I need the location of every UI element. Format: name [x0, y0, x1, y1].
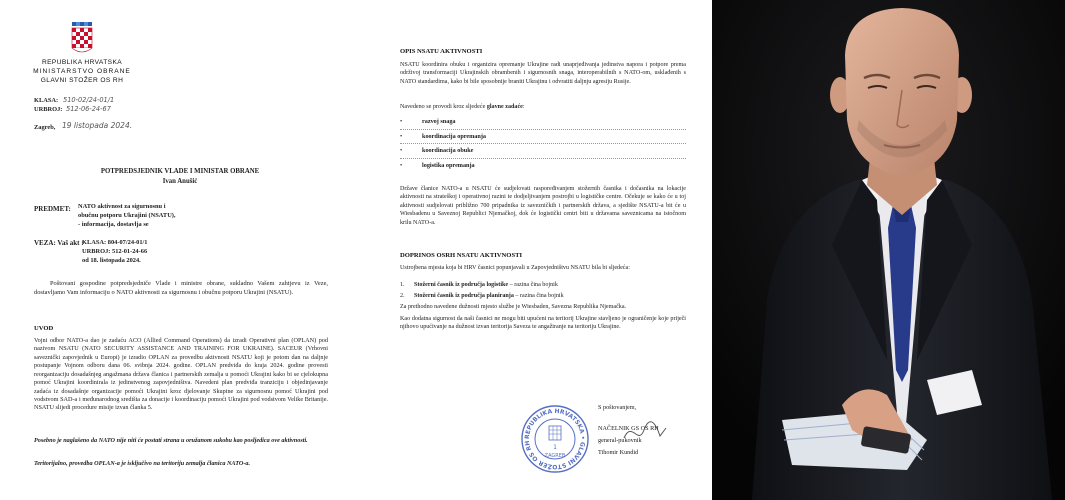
task-item — [400, 144, 686, 159]
opis-paragraph-3: Države članice NATO-a u NSATU će sudjelovati raspoređivanjem stožernih časnika i dočasnika na lokacije aktivnosti na strateškoj i operativnoj razini te dodjeljivanjem postrojbi u logističke centre. Očekuje se kako će u toj aktivnosti sudjelovati približno 700 pripadnika iz savezničkih i partnerskih država, a sjedište NSATU-a bit će u Wiesbadenu u Saveznoj Republici Njemačkoj, dok će logistički centri biti u državama saveznicama na istočnom krilu NATO-a. — [400, 186, 686, 226]
doprinos-item-2: 2. Stožerni časnik iz područja planiranja – razina čina bojnik — [400, 293, 564, 299]
task-item — [400, 130, 686, 145]
klasa-value: 510-02/24-01/1 — [63, 96, 115, 104]
bullet-icon: • — [400, 161, 403, 169]
doprinos-item-2-role: Stožerni časnik iz područja planiranja — [414, 293, 514, 299]
bullet-icon: • — [400, 147, 403, 155]
doprinos-item-1-role: Stožerni časnik iz područja logistike — [414, 282, 509, 288]
veza-label: VEZA: Vaš akt : — [34, 239, 84, 247]
stamp-text: REPUBLIKA HRVATSKA • GLAVNI STOŽER OS RH — [523, 407, 587, 471]
task-label: logistika opremanja — [422, 161, 475, 169]
official-stamp-icon — [520, 404, 590, 474]
urbroj-label: URBROJ: — [34, 106, 63, 113]
doprinos-paragraph-2: Za prethodno navedene dužnosti mjesto službe je Wiesbaden, Savezna Republika Njemačka. — [400, 304, 627, 310]
predmet-line-1: NATO aktivnost za sigurnosnu i — [78, 203, 166, 210]
handwritten-date: 19 listopada 2024. — [62, 121, 133, 130]
signature-rank: general-pukovnik — [598, 437, 642, 444]
task-label: razvoj snaga — [422, 118, 456, 125]
uvod-emphasis-2: Teritorijalno, provedba OPLAN-a je isključivo na teritoriju zemalja članica NATO-a. — [34, 460, 251, 467]
uvod-paragraph: Vojni odbor NATO-a dao je zadaću ACO (Allied Command Operations) da izradi Operativni plan (OPLAN) pod nazivom NSATU (NATO SECURITY ASSISTANCE AND TRAINING FOR UKRAINE). SACEUR (Vrhovni saveznički zapovjednik u Europi) je izradio OPLAN za provedbu aktivnosti NSATU koji je potom dan na daljnje postupanje Vojnom odboru dana 06. svibnja 2024. godine. OPLAN predviđa do kraja 2024. godine provesti reorganizaciju dosadašnjeg angažmana država članica i partnerskih zemalja u pomoći Ukrajini kako bi se cjelokupna pomoć Ukrajini koordinirala iz jedinstvenog zapovjedništva. Navedeni plan predviđa tranziciju i objedinjavanje zadaća iz dosadašnje organizacije pomoći Ukrajini kroz djelovanje Skupine za sigurnosnu pomoć Ukrajini pod vodstvom SAD-a i međunarodnog središta za donacije i koordinaciju pomoći Ukrajini pod vodstvom Velike Britanije. NSATU slijedi procedure misije izvan članka 5. — [34, 337, 328, 412]
opis-main-tasks: glavne zadaće — [486, 104, 523, 110]
doprinos-item-2-rank: – razina čina bojnik — [515, 293, 564, 299]
recipient-title: POTPREDSJEDNIK VLADE I MINISTAR OBRANE — [100, 168, 260, 175]
letter-page-2 — [360, 0, 710, 500]
opis-paragraph-1: NSATU koordinira obuku i organizira opremanje Ukrajine radi unaprjeđivanja jedinstva napora i potpore prema održivoj transformaciji Ukrajinskih obrambenih i sigurnosnih snaga, interoperabilnih s NATO-om, usklađenih s NATO standardima, kako bi bile sposobnije braniti Ukrajinu i odvratiti daljnju agresiju Rusije. — [400, 62, 686, 85]
tasks-list — [400, 115, 686, 172]
stamp-number: 1 — [553, 444, 557, 451]
predmet-label: PREDMET: — [34, 205, 71, 213]
coat-of-arms-icon — [71, 22, 93, 54]
intro-paragraph: Poštovani gospodine potpredsjedniče Vlade i ministre obrane, sukladno Vašem zahtjevu iz Veze, dostavljamo Vam informaciju o NATO aktivnosti za sigurnosnu i obučnu potporu Ukrajini (NSATU). — [34, 280, 328, 296]
portrait-photo — [712, 0, 1065, 500]
doprinos-heading: DOPRINOS OSRH NSATU AKTIVNOSTI — [400, 252, 523, 259]
veza-klasa: KLASA: 804-07/24-01/1 — [82, 239, 148, 246]
task-item — [400, 159, 686, 173]
stamp-city: ZAGREB — [544, 453, 566, 459]
veza-date: od 18. listopada 2024. — [82, 257, 141, 264]
klasa-label: KLASA: — [34, 97, 59, 104]
uvod-emphasis-1: Posebno je naglašeno da NATO nije niti će postati strana u oružanom sukobu kao posljedica ove aktivnosti. — [34, 437, 308, 444]
letter-page-1 — [0, 0, 360, 500]
place-label: Zagreb, — [34, 124, 56, 131]
signature-greeting: S poštovanjem, — [598, 404, 637, 411]
bullet-icon: • — [400, 118, 403, 125]
predmet-line-3: - informacija, dostavlja se — [78, 221, 149, 228]
doprinos-paragraph-3: Kao dodatna sigurnost da naši časnici ne mogu biti upućeni na teritorij Ukrajine stavljeno je ograničenje koje priječi njihovo upućivanje na dužnost izvan teritorija Saveza te angažiranje na teritoriju Ukrajine. — [400, 316, 686, 331]
task-label: koordinacija obuke — [422, 147, 474, 155]
doprinos-item-1-rank: – razina čina bojnik — [509, 282, 558, 288]
task-item — [400, 115, 686, 130]
minister-portrait-illustration — [712, 0, 1065, 500]
opis-heading: OPIS NSATU AKTIVNOSTI — [400, 48, 483, 55]
task-label: koordinacija opremanja — [422, 132, 486, 140]
header-ministry: MINISTARSTVO OBRANE — [33, 68, 131, 75]
recipient-name: Ivan Anušić — [162, 178, 198, 185]
uvod-heading: UVOD — [34, 325, 54, 332]
doprinos-item-1: 1. Stožerni časnik iz područja logistike – razina čina bojnik — [400, 282, 558, 288]
doprinos-paragraph-1: Ustrojbena mjesta koja bi HRV časnici popunjavali u Zapovjedništvu NSATU bila bi sljedeća: — [400, 265, 630, 271]
veza-urbroj: URBROJ: 512-01-24-66 — [82, 248, 148, 255]
urbroj-value: 512-06-24-67 — [66, 105, 111, 113]
header-republic: REPUBLIKA HRVATSKA — [41, 59, 123, 66]
header-general-staff: GLAVNI STOŽER OS RH — [40, 77, 124, 84]
bullet-icon: • — [400, 132, 403, 140]
opis-paragraph-2: Navedeno se provodi kroz sljedeće glavne zadaće: — [400, 104, 525, 110]
predmet-line-2: obučnu potporu Ukrajini (NSATU), — [78, 212, 176, 219]
signature-role: NAČELNIK GS OS RH — [598, 425, 659, 432]
handwritten-signature-icon — [622, 418, 670, 448]
signature-name: Tihomir Kundid — [598, 449, 639, 456]
opis-paragraph-2-text: Navedeno se provodi kroz sljedeće — [400, 104, 486, 110]
